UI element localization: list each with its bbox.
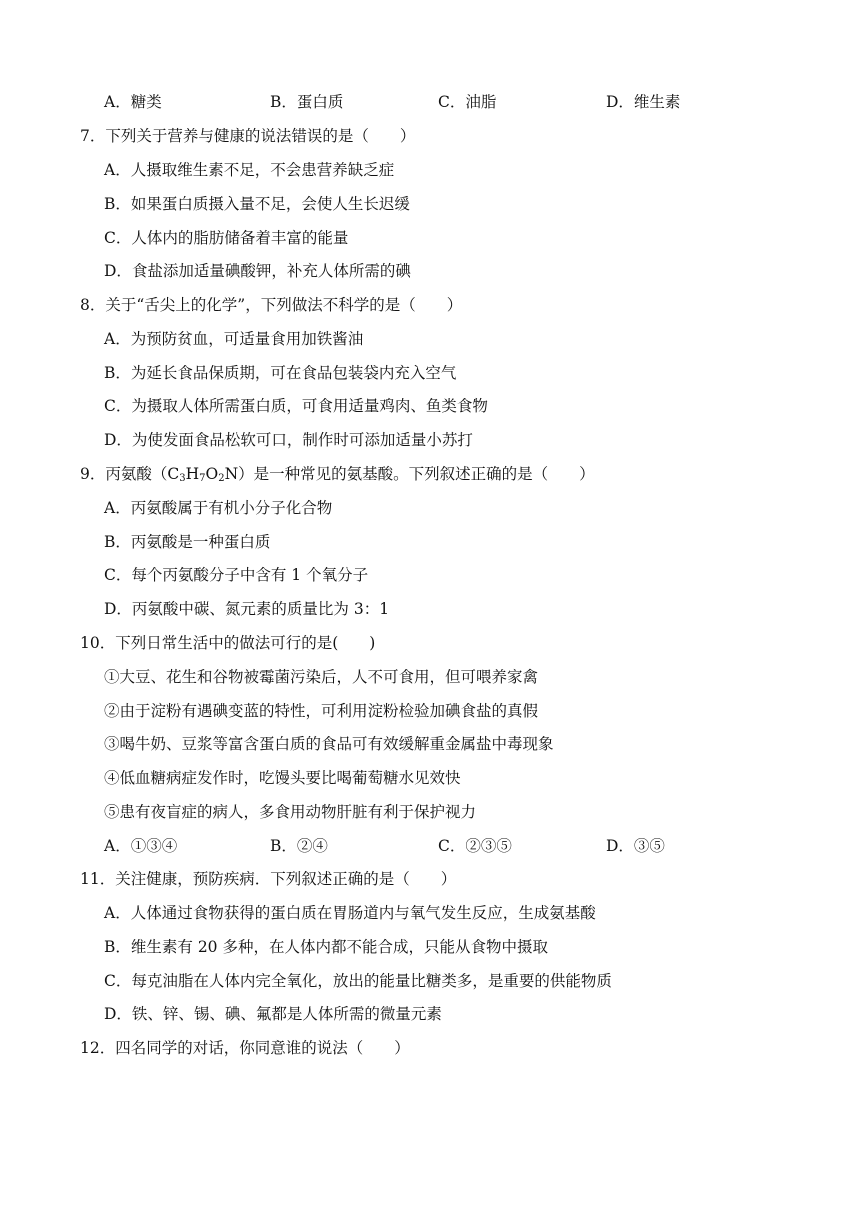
q6-option-a[interactable]: A．糖类 (104, 93, 162, 111)
q6-option-c[interactable]: C．油脂 (438, 93, 497, 111)
q9-formula-h-sub: 7 (199, 473, 206, 484)
q8-option-a[interactable]: A．为预防贫血，可适量食用加铁酱油 (104, 330, 364, 348)
q9-formula-o: O (205, 465, 219, 483)
q9-option-a[interactable]: A．丙氨酸属于有机小分子化合物 (104, 499, 333, 517)
q8-option-c[interactable]: C．为摄取人体所需蛋白质，可食用适量鸡肉、鱼类食物 (104, 397, 488, 415)
q9-stem-prefix: 9．丙氨酸（C (80, 465, 180, 483)
q11-option-c[interactable]: C．每克油脂在人体内完全氧化，放出的能量比糖类多，是重要的供能物质 (104, 972, 612, 990)
q11-stem: 11．关注健康，预防疾病．下列叙述正确的是（ ） (80, 870, 457, 888)
q7-option-b[interactable]: B．如果蛋白质摄入量不足，会使人生长迟缓 (104, 195, 410, 213)
q9-formula-o-sub: 2 (218, 473, 225, 484)
q6-options-row (104, 91, 804, 113)
q11-option-a[interactable]: A．人体通过食物获得的蛋白质在胃肠道内与氧气发生反应，生成氨基酸 (104, 904, 596, 922)
q9-option-d[interactable]: D．丙氨酸中碳、氮元素的质量比为 3：1 (104, 600, 390, 618)
q10-item-4: ④低血糖病症发作时，吃馒头要比喝葡萄糖水见效快 (104, 769, 461, 787)
q9-option-c[interactable]: C．每个丙氨酸分子中含有 1 个氧分子 (104, 566, 369, 584)
q8-option-b[interactable]: B．为延长食品保质期，可在食品包装袋内充入空气 (104, 364, 457, 382)
q9-option-b[interactable]: B．丙氨酸是一种蛋白质 (104, 533, 271, 551)
q9-formula-c-sub: 3 (179, 473, 186, 484)
q7-option-d[interactable]: D．食盐添加适量碘酸钾，补充人体所需的碘 (104, 262, 411, 280)
q10-option-d[interactable]: D．③⑤ (606, 837, 665, 855)
q9-stem-suffix: N）是一种常见的氨基酸。下列叙述正确的是（ ） (224, 465, 595, 483)
q10-options-row (104, 835, 804, 857)
q11-option-d[interactable]: D．铁、锌、锡、碘、氟都是人体所需的微量元素 (104, 1005, 442, 1023)
q10-item-1: ①大豆、花生和谷物被霉菌污染后，人不可食用，但可喂养家禽 (104, 668, 539, 686)
q10-option-a[interactable]: A．①③④ (104, 837, 178, 855)
q10-item-3: ③喝牛奶、豆浆等富含蛋白质的食品可有效缓解重金属盐中毒现象 (104, 735, 554, 753)
q6-option-b[interactable]: B．蛋白质 (270, 93, 344, 111)
q10-item-2: ②由于淀粉有遇碘变蓝的特性，可利用淀粉检验加碘食盐的真假 (104, 702, 539, 720)
q9-formula-h: H (185, 465, 200, 483)
q10-item-5: ⑤患有夜盲症的病人，多食用动物肝脏有利于保护视力 (104, 803, 477, 821)
q10-option-b[interactable]: B．②④ (270, 837, 328, 855)
q8-option-d[interactable]: D．为使发面食品松软可口，制作时可添加适量小苏打 (104, 431, 473, 449)
q7-option-a[interactable]: A．人摄取维生素不足，不会患营养缺乏症 (104, 161, 395, 179)
q7-stem: 7．下列关于营养与健康的说法错误的是（ ） (80, 127, 416, 145)
q7-option-c[interactable]: C．人体内的脂肪储备着丰富的能量 (104, 229, 349, 247)
q10-option-c[interactable]: C．②③⑤ (438, 837, 512, 855)
q12-stem: 12．四名同学的对话，你同意谁的说法（ ） (80, 1039, 410, 1057)
q8-stem: 8．关于“舌尖上的化学”，下列做法不科学的是（ ） (80, 296, 463, 314)
q9-stem (80, 463, 595, 485)
q6-option-d[interactable]: D．维生素 (606, 93, 681, 111)
q11-option-b[interactable]: B．维生素有 20 多种，在人体内都不能合成，只能从食物中摄取 (104, 938, 548, 956)
q10-stem: 10．下列日常生活中的做法可行的是( ) (80, 634, 376, 652)
